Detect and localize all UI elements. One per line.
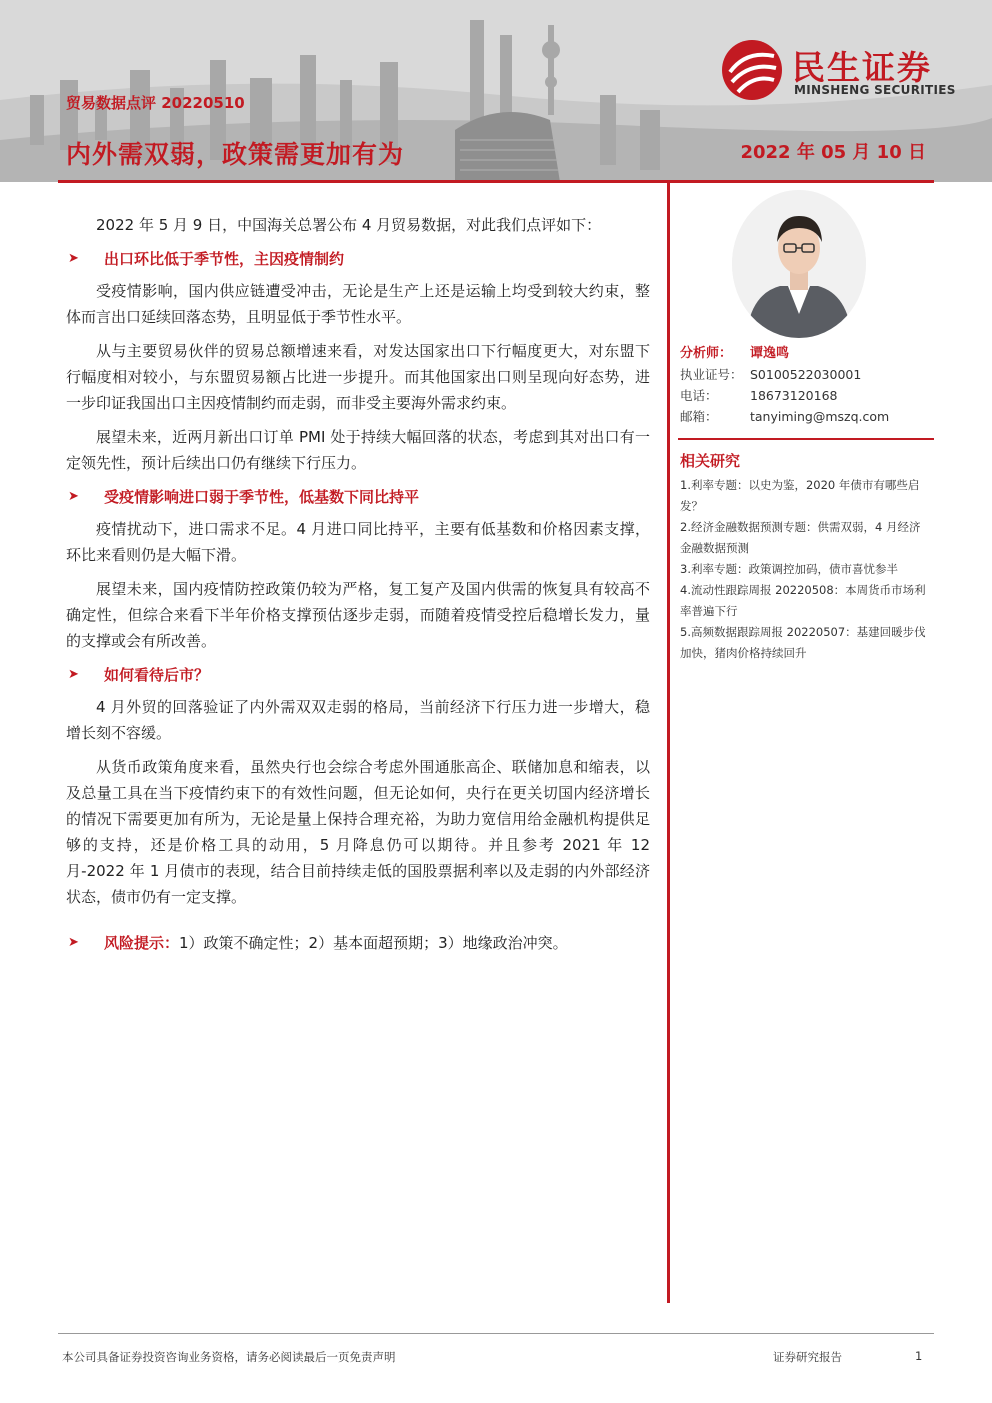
analyst-info: [680, 343, 930, 427]
license-number: S0100522030001: [750, 367, 862, 382]
risk-label: 风险提示：: [104, 934, 180, 952]
related-research-list: [680, 475, 930, 664]
phone-row: [680, 385, 930, 406]
license-key: 执业证号：: [680, 367, 743, 382]
body-paragraph: 4 月外贸的回落验证了内外需双双走弱的格局，当前经济下行压力进一步增大，稳增长刻不容缓。: [66, 698, 650, 742]
footer-report-label: 证券研究报告: [773, 1350, 842, 1364]
related-research-item[interactable]: 3.利率专题：政策调控加码，债市喜忧参半: [680, 562, 898, 576]
related-research-item[interactable]: 1.利率专题：以史为鉴，2020 年债市有哪些启发？: [680, 478, 920, 513]
section-heading-text: 受疫情影响进口弱于季节性，低基数下同比持平: [104, 488, 420, 506]
header-banner: [0, 0, 992, 182]
related-research-item[interactable]: 2.经济金融数据预测专题：供需双弱，4 月经济金融数据预测: [680, 520, 921, 555]
body-paragraph: 从与主要贸易伙伴的贸易总额增速来看，对发达国家出口下行幅度更大，对东盟下行幅度相对较小，与东盟贸易额占比进一步提升。而其他国家出口则呈现向好态势，进一步印证我国出口主因疫情制约而走弱，而非受主要海外需求约束。: [66, 342, 650, 412]
analyst-photo: [732, 190, 866, 338]
license-row: [680, 364, 930, 385]
risk-warning: [66, 930, 650, 956]
logo-english-text: MINSHENG SECURITIES: [794, 83, 956, 97]
phone-key: 电话：: [680, 388, 718, 403]
arrow-bullet-icon: ➤: [68, 667, 79, 682]
footer-divider: [58, 1333, 934, 1334]
sidebar-divider: [678, 438, 934, 440]
minsheng-logo: [720, 38, 970, 102]
risk-text: 1）政策不确定性；2）基本面超预期；3）地缘政治冲突。: [179, 934, 568, 952]
header-divider: [58, 180, 934, 183]
logo-chinese-text: 民生证券: [792, 48, 932, 87]
email-key: 邮箱：: [680, 409, 718, 424]
arrow-bullet-icon: ➤: [68, 489, 79, 504]
body-paragraph: 展望未来，国内疫情防控政策仍较为严格，复工复产及国内供需的恢复具有较高不确定性，但综合来看下半年价格支撑预估逐步走弱，而随着疫情受控后稳增长发力，量的支撑或会有所改善。: [66, 580, 650, 650]
intro-paragraph: 2022 年 5 月 9 日，中国海关总署公布 4 月贸易数据，对此我们点评如下：: [96, 216, 602, 234]
analyst-portrait-image: [732, 190, 866, 338]
section-heading-text: 出口环比低于季节性，主因疫情制约: [104, 250, 345, 268]
related-research-item[interactable]: 4.流动性跟踪周报 20220508：本周货币市场利率普遍下行: [680, 583, 926, 618]
arrow-bullet-icon: ➤: [68, 251, 79, 266]
analyst-name-row: [680, 343, 930, 364]
related-research-item[interactable]: 5.高频数据跟踪周报 20220507：基建回暖步伐加快，猪肉价格持续回升: [680, 625, 926, 660]
email-address[interactable]: tanyiming@mszq.com: [750, 409, 890, 424]
column-divider: [667, 183, 670, 1303]
arrow-bullet-icon: ➤: [68, 935, 79, 950]
page-number: 1: [915, 1349, 923, 1363]
body-paragraph: 疫情扰动下，进口需求不足。4 月进口同比持平，主要有低基数和价格因素支撑，环比来看则仍是大幅下滑。: [66, 520, 650, 564]
section-heading-text: 如何看待后市？: [104, 666, 210, 684]
analyst-key: 分析师：: [680, 346, 733, 361]
section-heading: [66, 662, 650, 688]
minsheng-logo-icon: [720, 38, 784, 102]
body-paragraph: 受疫情影响，国内供应链遭受冲击，无论是生产上还是运输上均受到较大约束，整体而言出口延续回落态势，且明显低于季节性水平。: [66, 282, 650, 326]
report-type-label: 贸易数据点评 20220510: [66, 94, 245, 112]
analyst-name: 谭逸鸣: [750, 346, 790, 361]
phone-number: 18673120168: [750, 388, 838, 403]
section-heading: [66, 484, 650, 510]
section-heading: [66, 246, 650, 272]
report-title: 内外需双弱，政策需更加有为: [66, 140, 405, 169]
footer-disclaimer: 本公司具备证券投资咨询业务资格，请务必阅读最后一页免责声明: [62, 1350, 396, 1364]
related-research-title: 相关研究: [680, 452, 741, 470]
body-paragraph: 从货币政策角度来看，虽然央行也会综合考虑外围通胀高企、联储加息和缩表，以及总量工具在当下疫情约束下的有效性问题，但无论如何，央行在更关切国内经济增长的情况下需要更加有所为，无论是量上保持合理充裕，为助力宽信用给金融机构提供足够的支持，还是价格工具的动用，5 月降息仍可以期待。并且参考 2021 年 12 月-2022 年 1 月债市的表现，结合目前持续走低的国股票据利率以及走弱的内外部经济状态，债市仍有一定支撑。: [66, 758, 650, 906]
body-paragraph: 展望未来，近两月新出口订单 PMI 处于持续大幅回落的状态，考虑到其对出口有一定领先性，预计后续出口仍有继续下行压力。: [66, 428, 650, 472]
main-content: [66, 212, 650, 956]
report-date: 2022 年 05 月 10 日: [740, 142, 926, 163]
email-row: [680, 406, 930, 427]
